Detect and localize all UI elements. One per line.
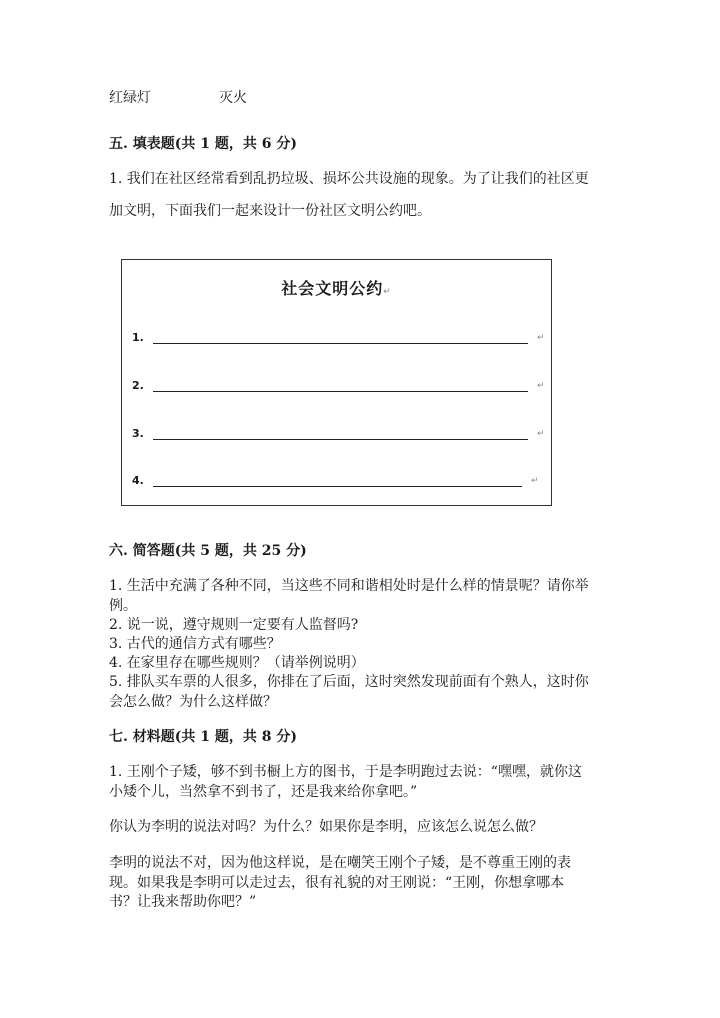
option-text-fire: 灭火 (219, 90, 247, 106)
return-mark: ↵ (537, 333, 545, 343)
return-mark: ↵ (531, 476, 539, 486)
material-answer-line-1: 李明的说法不对，因为他这样说，是在嘲笑王刚个子矮，是不尊重王刚的表 (109, 855, 571, 871)
row-number: 2. (132, 379, 144, 392)
row-number: 4. (132, 474, 144, 487)
material-text-line-1: 1. 王刚个子矮，够不到书橱上方的图书，于是李明跑过去说：“嘿嘿，就你这 (109, 764, 582, 780)
form-title (122, 276, 551, 299)
return-mark: ↵ (383, 287, 392, 297)
question-6-5-line-1: 5. 排队买车票的人很多，你排在了后面，这时突然发现前面有个熟人，这时你 (109, 674, 589, 690)
section-7-heading: 七. 材料题(共 1 题，共 8 分) (109, 729, 297, 745)
material-question: 你认为李明的说法对吗？为什么？如果你是李明，应该怎么说怎么做？ (109, 819, 543, 835)
question-6-2: 2. 说一说，遵守规则一定要有人监督吗? (109, 617, 359, 633)
material-answer-line-2: 现。如果我是李明可以走过去，很有礼貌的对王刚说：“王刚，你想拿哪本 (109, 875, 565, 891)
section-6-heading: 六. 简答题(共 5 题，共 25 分) (109, 543, 307, 559)
civility-convention-form (121, 259, 552, 506)
section-5-heading: 五. 填表题(共 1 题，共 6 分) (109, 136, 297, 152)
question-5-1-line-2: 加文明，下面我们一起来设计一份社区文明公约吧。 (109, 203, 431, 219)
question-6-3: 3. 古代的通信方式有哪些？ (109, 636, 281, 652)
row-number: 3. (132, 427, 144, 440)
form-title-text: 社会文明公约 (281, 279, 384, 298)
question-5-1-line-1: 1. 我们在社区经常看到乱扔垃圾、损坏公共设施的现象。为了让我们的社区更 (109, 171, 589, 187)
row-number: 1. (132, 331, 144, 344)
question-6-5-line-2: 会怎么做？为什么这样做？ (109, 694, 277, 710)
material-text-line-2: 小矮个儿，当然拿不到书了，还是我来给你拿吧。” (109, 784, 418, 800)
question-6-4: 4. 在家里存在哪些规则？（请举例说明） (109, 655, 365, 671)
option-text-traffic-light: 红绿灯 (109, 90, 151, 106)
blank-line[interactable] (153, 439, 528, 440)
return-mark: ↵ (537, 381, 545, 391)
question-6-1-line-1: 1. 生活中充满了各种不同，当这些不同和谐相处时是什么样的情景呢？请你举 (109, 578, 589, 594)
blank-line[interactable] (153, 343, 528, 344)
question-6-1-line-2: 例。 (109, 598, 137, 614)
material-answer-line-3: 书？让我来帮助你吧？” (109, 894, 257, 910)
blank-line[interactable] (153, 391, 528, 392)
blank-line[interactable] (153, 486, 522, 487)
return-mark: ↵ (537, 429, 545, 439)
